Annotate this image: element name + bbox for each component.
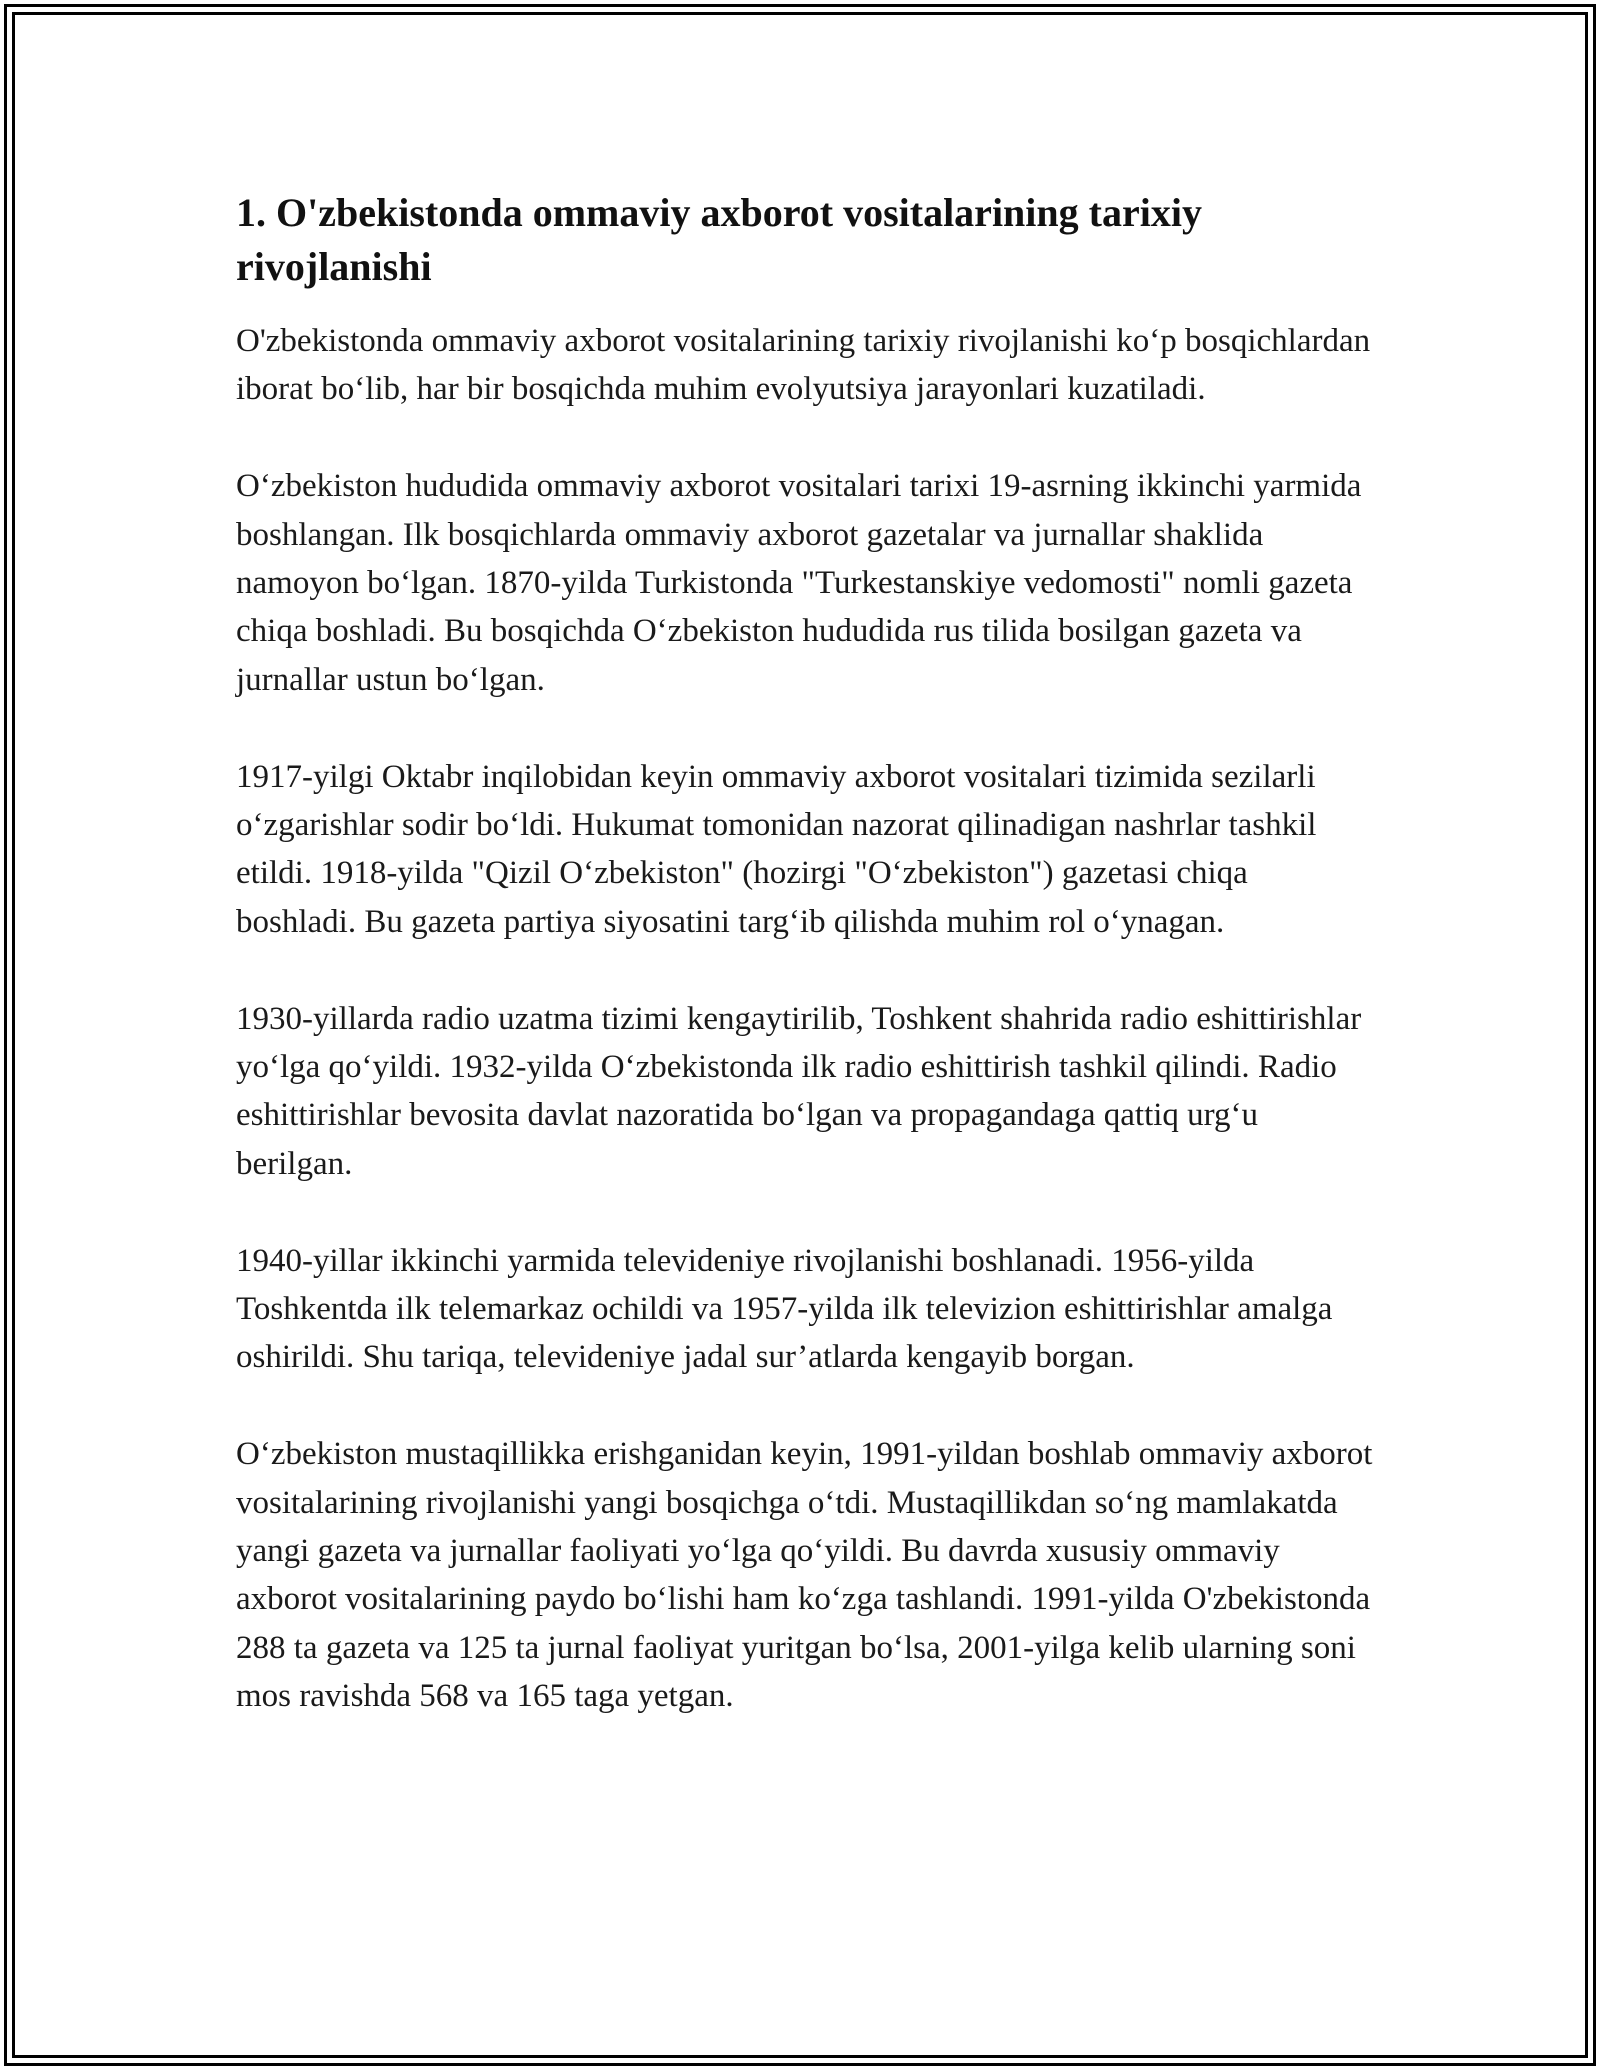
paragraph-radio: 1930-yillarda radio uzatma tizimi kengaytirilib, Toshkent shahrida radio eshittirishlar yo‘lga qo‘yildi. 1932-yilda O‘zbekistonda ilk radio eshittirish tashkil qilindi. Radio eshittirishlar bevosita davlat nazoratida bo‘lgan va propagandaga qattiq urg‘u berilgan. [236,1000,1362,1182]
paragraph-television: 1940-yillar ikkinchi yarmida televideniye rivojlanishi boshlanadi. 1956-yilda Toshkentda ilk telemarkaz ochildi va 1957-yilda ilk televizion eshittirishlar amalga oshirildi. Shu tariqa, televideniye jadal sur’atlarda kengayib borgan. [236,1242,1333,1376]
paragraph-19th-century: O‘zbekiston hududida ommaviy axborot vositalari tarixi 19-asrning ikkinchi yarmida boshlangan. Ilk bosqichlarda ommaviy axborot gazetalar va jurnallar shaklida namoyon bo‘lgan. 1870-yilda Turkistonda "Turkestanskiye vedomosti" nomli gazeta chiqa boshladi. Bu bosqichda O‘zbekiston hududida rus tilida bosilgan gazeta va jurnallar ustun bo‘lgan. [236,468,1362,698]
paragraph-independence: O‘zbekiston mustaqillikka erishganidan keyin, 1991-yildan boshlab ommaviy axborot vositalarining rivojlanishi yangi bosqichga o‘tdi. Mustaqillikdan so‘ng mamlakatda yangi gazeta va jurnallar faoliyati yo‘lga qo‘yildi. Bu davrda xususiy ommaviy axborot vositalarining paydo bo‘lishi ham ko‘zga tashlandi. 1991-yilda O'zbekistonda 288 ta gazeta va 125 ta jurnal faoliyat yuritgan bo‘lsa, 2001-yilga kelib ularning soni mos ravishda 568 va 165 taga yetgan. [236,1436,1373,1715]
paragraph-1917-revolution: 1917-yilgi Oktabr inqilobidan keyin ommaviy axborot vositalari tizimida sezilarli o‘zgarishlar sodir bo‘ldi. Hukumat tomonidan nazorat qilinadigan nashrlar tashkil etildi. 1918-yilda "Qizil O‘zbekiston" (hozirgi "O‘zbekiston") gazetasi chiqa boshladi. Bu gazeta partiya siyosatini targ‘ib qilishda muhim rol o‘ynagan. [236,758,1317,940]
document-body [236,186,1376,1721]
section-heading: 1. O'zbekistonda ommaviy axborot vositalarining tarixiy rivojlanishi [236,190,1202,289]
paragraph-intro: O'zbekistonda ommaviy axborot vositalarining tarixiy rivojlanishi ko‘p bosqichlardan iborat bo‘lib, har bir bosqichda muhim evolyutsiya jarayonlari kuzatiladi. [236,323,1371,408]
